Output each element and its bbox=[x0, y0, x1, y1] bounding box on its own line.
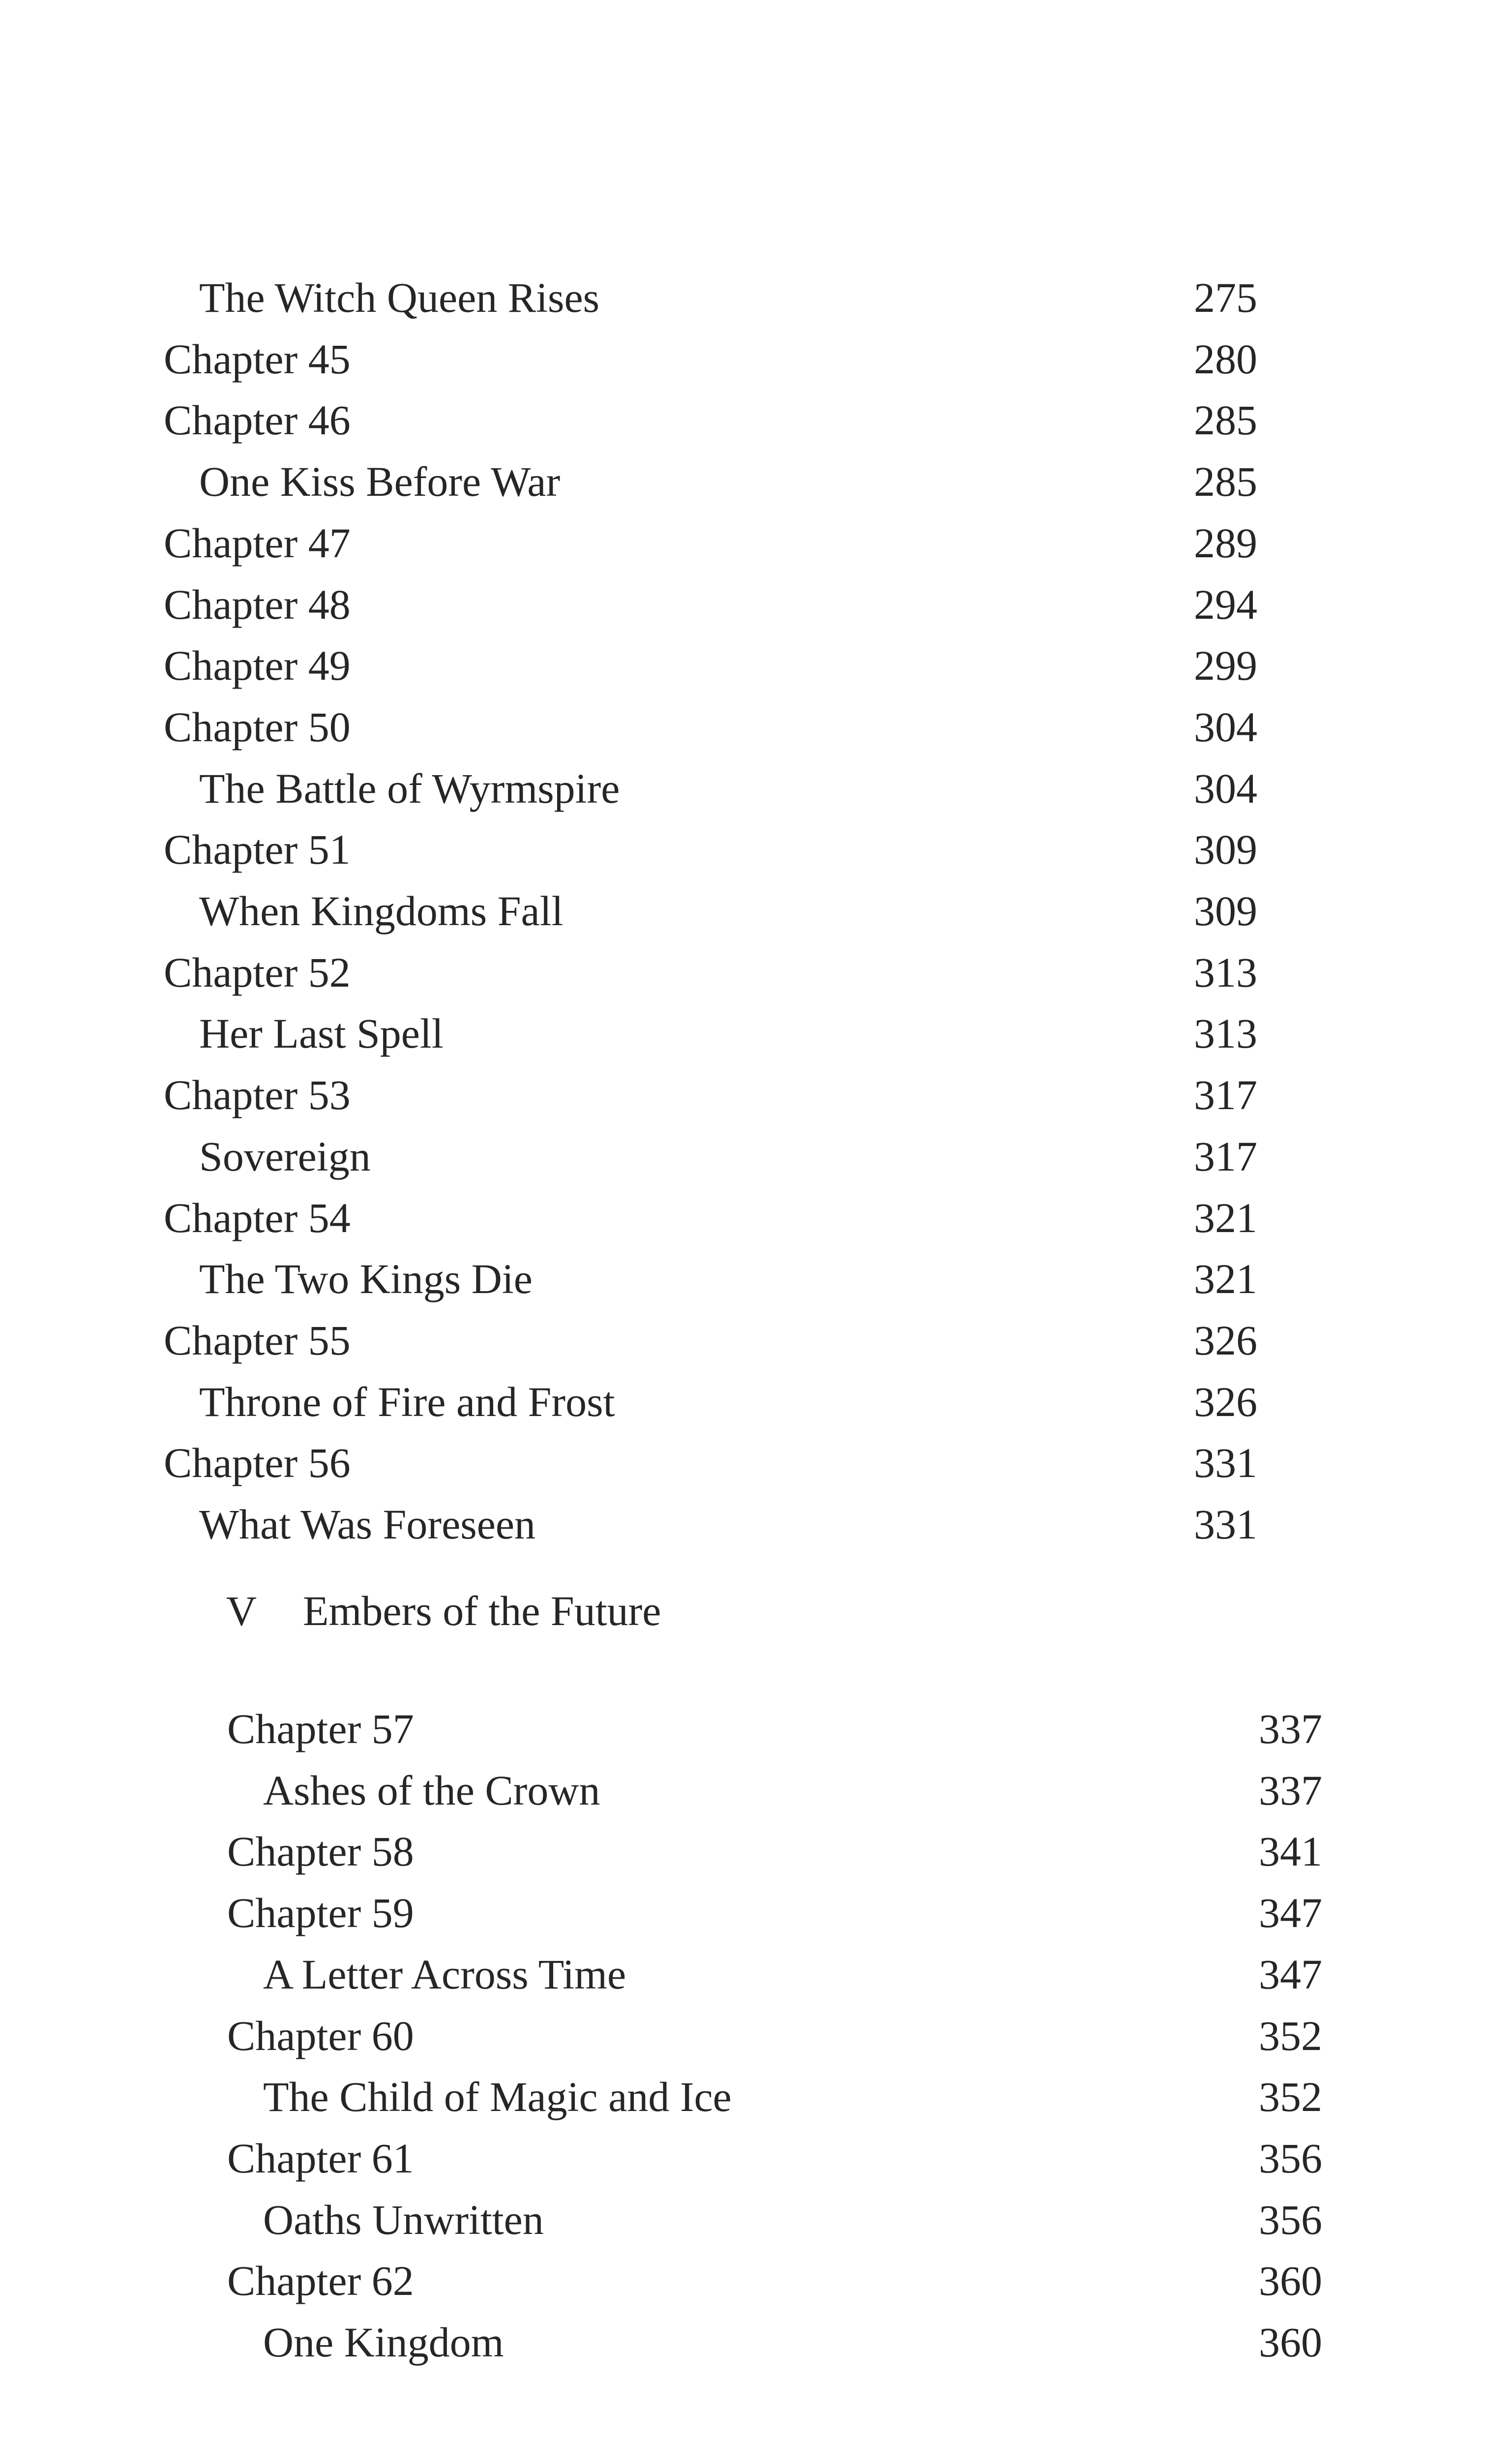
chapter-title: Chapter 45 bbox=[164, 335, 351, 383]
page-number: 326 bbox=[1194, 1378, 1257, 1425]
page-number: 347 bbox=[1259, 1889, 1322, 1937]
section-title: Her Last Spell bbox=[199, 1010, 444, 1057]
page-number: 299 bbox=[1194, 642, 1257, 690]
section-title: The Witch Queen Rises bbox=[199, 274, 600, 321]
page-number: 317 bbox=[1194, 1132, 1257, 1180]
chapter-title: Chapter 53 bbox=[164, 1071, 351, 1119]
page-number: 356 bbox=[1259, 2134, 1322, 2182]
page-number: 341 bbox=[1259, 1828, 1322, 1875]
toc-entry bbox=[263, 2190, 1357, 2249]
part-numeral: V bbox=[226, 1587, 257, 1634]
toc-entry bbox=[199, 1127, 1292, 1186]
page-number: 352 bbox=[1259, 2073, 1322, 2121]
chapter-title: Chapter 50 bbox=[164, 703, 351, 751]
chapter-title: Chapter 61 bbox=[227, 2134, 414, 2182]
toc-entry bbox=[227, 2006, 1357, 2065]
page-number: 309 bbox=[1194, 887, 1257, 935]
toc-entry bbox=[164, 513, 1292, 573]
toc-entry bbox=[164, 391, 1292, 450]
toc-entry bbox=[263, 1761, 1357, 1820]
chapter-title: Chapter 56 bbox=[164, 1439, 351, 1487]
section-title: Sovereign bbox=[199, 1132, 371, 1180]
page-number: 347 bbox=[1259, 1950, 1322, 1998]
page-number: 309 bbox=[1194, 826, 1257, 874]
page-number: 331 bbox=[1194, 1501, 1257, 1548]
chapter-title: Chapter 60 bbox=[227, 2012, 414, 2059]
toc-entry bbox=[199, 452, 1292, 511]
toc-entry bbox=[199, 881, 1292, 940]
chapter-title: Chapter 58 bbox=[227, 1828, 414, 1875]
chapter-title: Chapter 55 bbox=[164, 1316, 351, 1364]
page-number: 313 bbox=[1194, 948, 1257, 996]
chapter-title: Chapter 52 bbox=[164, 948, 351, 996]
toc-entry bbox=[263, 2067, 1357, 2126]
toc-entry bbox=[199, 759, 1292, 818]
page-number: 285 bbox=[1194, 396, 1257, 444]
toc-entry bbox=[164, 636, 1292, 695]
section-title: One Kingdom bbox=[263, 2319, 504, 2366]
page-number: 337 bbox=[1259, 1766, 1322, 1814]
section-title: The Two Kings Die bbox=[199, 1255, 533, 1303]
toc-entry bbox=[164, 697, 1292, 756]
toc-entry bbox=[227, 1883, 1357, 1942]
chapter-title: Chapter 46 bbox=[164, 396, 351, 444]
toc-entry bbox=[263, 1945, 1357, 2004]
chapter-title: Chapter 49 bbox=[164, 642, 351, 690]
chapter-title: Chapter 48 bbox=[164, 580, 351, 628]
toc-entry bbox=[227, 2129, 1357, 2188]
page-number: 285 bbox=[1194, 458, 1257, 506]
toc-entry bbox=[227, 1822, 1357, 1881]
chapter-title: Chapter 51 bbox=[164, 826, 351, 874]
chapter-title: Chapter 59 bbox=[227, 1889, 414, 1937]
section-title: Throne of Fire and Frost bbox=[199, 1378, 615, 1425]
toc-entry bbox=[227, 2251, 1357, 2310]
toc-entry bbox=[164, 1065, 1292, 1124]
page-number: 321 bbox=[1194, 1255, 1257, 1303]
section-title: A Letter Across Time bbox=[263, 1950, 626, 1998]
page-number: 337 bbox=[1259, 1705, 1322, 1752]
page-number: 331 bbox=[1194, 1439, 1257, 1487]
section-title: Ashes of the Crown bbox=[263, 1766, 600, 1814]
toc-entry bbox=[164, 1433, 1292, 1492]
page-number: 360 bbox=[1259, 2319, 1322, 2366]
page-number: 326 bbox=[1194, 1316, 1257, 1364]
chapter-title: Chapter 62 bbox=[227, 2257, 414, 2305]
chapter-title: Chapter 47 bbox=[164, 519, 351, 567]
toc-entry bbox=[199, 1249, 1292, 1308]
page-number: 304 bbox=[1194, 703, 1257, 751]
part-title: Embers of the Future bbox=[303, 1587, 661, 1634]
section-title: When Kingdoms Fall bbox=[199, 887, 563, 935]
toc-entry bbox=[164, 1188, 1292, 1247]
toc-entry bbox=[164, 1311, 1292, 1370]
toc-entry bbox=[199, 1495, 1292, 1554]
toc-entry bbox=[263, 2313, 1357, 2372]
page-number: 275 bbox=[1194, 274, 1257, 321]
section-title: What Was Foreseen bbox=[199, 1501, 536, 1548]
toc-entry bbox=[199, 1004, 1292, 1063]
page-number: 317 bbox=[1194, 1071, 1257, 1119]
toc-entry bbox=[199, 268, 1292, 327]
section-title: The Battle of Wyrmspire bbox=[199, 764, 620, 812]
toc-entry bbox=[164, 943, 1292, 1002]
toc-entry bbox=[164, 575, 1292, 634]
chapter-title: Chapter 54 bbox=[164, 1194, 351, 1241]
page-number: 352 bbox=[1259, 2012, 1322, 2059]
toc-entry bbox=[227, 1699, 1357, 1758]
page-number: 304 bbox=[1194, 764, 1257, 812]
page-number: 321 bbox=[1194, 1194, 1257, 1241]
chapter-title: Chapter 57 bbox=[227, 1705, 414, 1752]
section-title: One Kiss Before War bbox=[199, 458, 561, 506]
page-number: 356 bbox=[1259, 2196, 1322, 2243]
page-number: 294 bbox=[1194, 580, 1257, 628]
section-title: Oaths Unwritten bbox=[263, 2196, 544, 2243]
page-number: 360 bbox=[1259, 2257, 1322, 2305]
toc-entry bbox=[164, 330, 1292, 389]
toc-entry bbox=[164, 820, 1292, 879]
page-number: 280 bbox=[1194, 335, 1257, 383]
page-number: 313 bbox=[1194, 1010, 1257, 1057]
page-number: 289 bbox=[1194, 519, 1257, 567]
toc-entry bbox=[199, 1372, 1292, 1431]
section-title: The Child of Magic and Ice bbox=[263, 2073, 732, 2121]
